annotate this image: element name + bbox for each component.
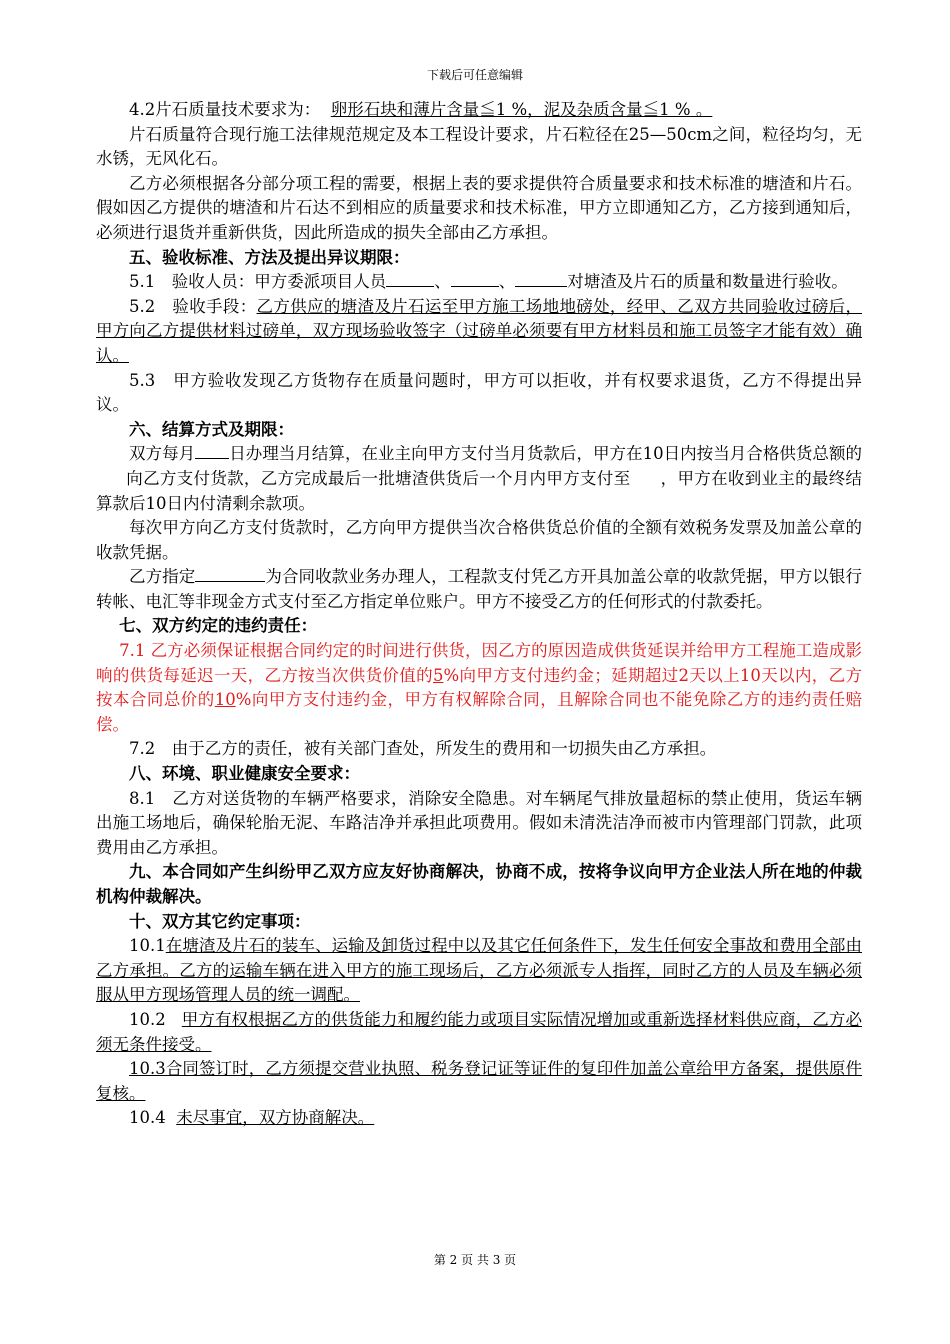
clause-5-1-text-b: 对塘渣及片石的质量和数量进行验收。 bbox=[567, 272, 848, 292]
blank-inspector-1 bbox=[386, 270, 434, 287]
payee-paragraph bbox=[96, 565, 862, 614]
section-9-title: 九、本合同如产生纠纷甲乙双方应友好协商解决，协商不成，按将争议向甲方企业法人所在地的仲裁机构仲裁解决。 bbox=[96, 862, 862, 906]
section-5-title: 五、验收标准、方法及提出异议期限： bbox=[129, 247, 410, 267]
clause-5-3: 5.3 甲方验收发现乙方货物存在质量问题时，甲方可以拒收，并有权要求退货，乙方不得提出异议。 bbox=[96, 370, 862, 415]
settlement-text-a: 双方每月 bbox=[129, 444, 196, 464]
clause-7-1-text-c: %向甲方支付违约金，甲方有权解除合同，且解除合同也不能免除乙方的违约责任赔偿。 bbox=[96, 690, 862, 734]
settlement-paragraph bbox=[96, 442, 862, 516]
blank-payee bbox=[195, 565, 265, 582]
page-header: 下载后可任意编辑 bbox=[426, 68, 523, 82]
clause-7-1-text-a: 7.1 乙方必须保证根据合同约定的时间进行供货，因乙方的原因造成供货延误并给甲方工程施工造成影响的供货每延迟一天，乙方按当次供货价值的 bbox=[96, 641, 862, 685]
page-footer: 第 2 页 共 3 页 bbox=[433, 1253, 517, 1267]
clause-4-2-value: 卵形石块和薄片含量≦1 %，泥及杂质含量≦1 % 。 bbox=[330, 100, 713, 119]
clause-5-2-value: 乙方供应的塘渣及片石运至甲方施工场地地磅处，经甲、乙双方共同验收过磅后，甲方向乙方提供材料过磅单，双方现场验收签字（过磅单必须要有甲方材料员和施工员签字才能有效）确认。 bbox=[96, 296, 863, 365]
clause-10-4 bbox=[96, 1106, 862, 1131]
clause-5-1 bbox=[96, 270, 862, 295]
clause-10-2 bbox=[96, 1008, 862, 1057]
section-8-title: 八、环境、职业健康安全要求： bbox=[129, 764, 360, 784]
blank-inspector-2 bbox=[451, 270, 499, 287]
stone-quality-paragraph: 片石质量符合现行施工法律规范规定及本工程设计要求，片石粒径在25—50cm之间，粒径均匀，无水锈，无风化石。 bbox=[96, 124, 862, 169]
document-body bbox=[96, 98, 862, 1131]
section-10-title: 十、双方其它约定事项： bbox=[129, 911, 311, 931]
separator-2: 、 bbox=[498, 272, 516, 292]
clause-5-1-text-a: 5.1 验收人员：甲方委派项目人员 bbox=[129, 272, 387, 292]
clause-4-2-label: 4.2片石质量技术要求为： bbox=[129, 100, 321, 119]
payee-text-b: 为合同收款业务办理人，工程款支付凭乙方开具加盖公章的收款凭据，甲方以银行转帐、电汇等非现金方式支付至乙方指定单位账户。甲方不接受乙方的任何形式的付款委托。 bbox=[96, 567, 863, 611]
penalty-rate-1: 5 bbox=[432, 665, 444, 685]
clause-7-1-text-b: %向甲方支付违约金；延期超过2天以上10天以内，乙方按本合同总价的 bbox=[96, 665, 863, 710]
clause-10-4-text: 未尽事宜，双方协商解决。 bbox=[176, 1108, 375, 1128]
clause-10-3 bbox=[96, 1057, 862, 1106]
settlement-text-d: ，甲方在收到业主的最终结算款后10日内付清剩余款项。 bbox=[96, 468, 863, 513]
clause-10-1-label: 10.1 bbox=[129, 936, 166, 956]
supply-requirement-paragraph: 乙方必须根据各分部分项工程的需要，根据上表的要求提供符合质量要求和技术标准的塘渣和片石。假如因乙方提供的塘渣和片石达不到相应的质量要求和技术标准，甲方立即通知乙方，乙方接到通知后，必须进行退货并重新供货，因此所造成的损失全部由乙方承担。 bbox=[96, 173, 862, 242]
clause-7-1 bbox=[96, 639, 862, 737]
blank-settlement-day bbox=[195, 442, 229, 459]
separator-1: 、 bbox=[434, 272, 451, 292]
settlement-text-c: 向乙方支付货款，乙方完成最后一批塘渣供货后一个月内甲方支付至 bbox=[126, 468, 631, 488]
clause-5-2 bbox=[96, 295, 862, 369]
invoice-paragraph: 每次甲方向乙方支付货款时，乙方向甲方提供当次合格供货总价值的全额有效税务发票及加盖公章的收款凭据。 bbox=[96, 518, 862, 562]
clause-10-1-text: 在塘渣及片石的装车、运输及卸货过程中以及其它任何条件下，发生任何安全事故和费用全部由乙方承担。乙方的运输车辆在进入甲方的施工现场后，乙方必须派专人指挥，同时乙方的人员及车辆必须服从甲方现场管理人员的统一调配。 bbox=[96, 936, 862, 1005]
clause-10-2-text: 甲方有权根据乙方的供货能力和履约能力或项目实际情况增加或重新选择材料供应商，乙方必须无条件接受。 bbox=[96, 1009, 862, 1054]
section-6-title: 六、结算方式及期限： bbox=[129, 419, 294, 439]
clause-5-2-label: 5.2 验收手段： bbox=[129, 296, 257, 316]
clause-10-3-text: 10.3合同签订时，乙方须提交营业执照、税务登记证等证件的复印件加盖公章给甲方备案，提供原件复核。 bbox=[96, 1059, 862, 1103]
clause-10-2-label: 10.2 bbox=[129, 1009, 166, 1029]
blank-inspector-3 bbox=[515, 270, 567, 287]
clause-4-2 bbox=[96, 98, 862, 123]
clause-10-1 bbox=[96, 934, 862, 1008]
clause-7-2: 7.2 由于乙方的责任，被有关部门查处，所发生的费用和一切损失由乙方承担。 bbox=[129, 739, 717, 759]
section-7-title: 七、双方约定的违约责任： bbox=[119, 616, 318, 636]
clause-8-1: 8.1 乙方对送货物的车辆严格要求，消除安全隐患。对车辆尾气排放量超标的禁止使用，货运车辆出施工场地后，确保轮胎无泥、车路洁净并承担此项费用。假如未清洗洁净而被市内管理部门罚款，此项费用由乙方承担。 bbox=[96, 788, 862, 857]
penalty-rate-2: 10 bbox=[214, 690, 236, 710]
clause-10-4-label: 10.4 bbox=[129, 1108, 166, 1128]
payee-text-a: 乙方指定 bbox=[129, 567, 196, 587]
settlement-text-b: 日办理当月结算，在业主向甲方支付当月货款后，甲方在10日内按当月合格供货总额的 bbox=[229, 444, 863, 464]
